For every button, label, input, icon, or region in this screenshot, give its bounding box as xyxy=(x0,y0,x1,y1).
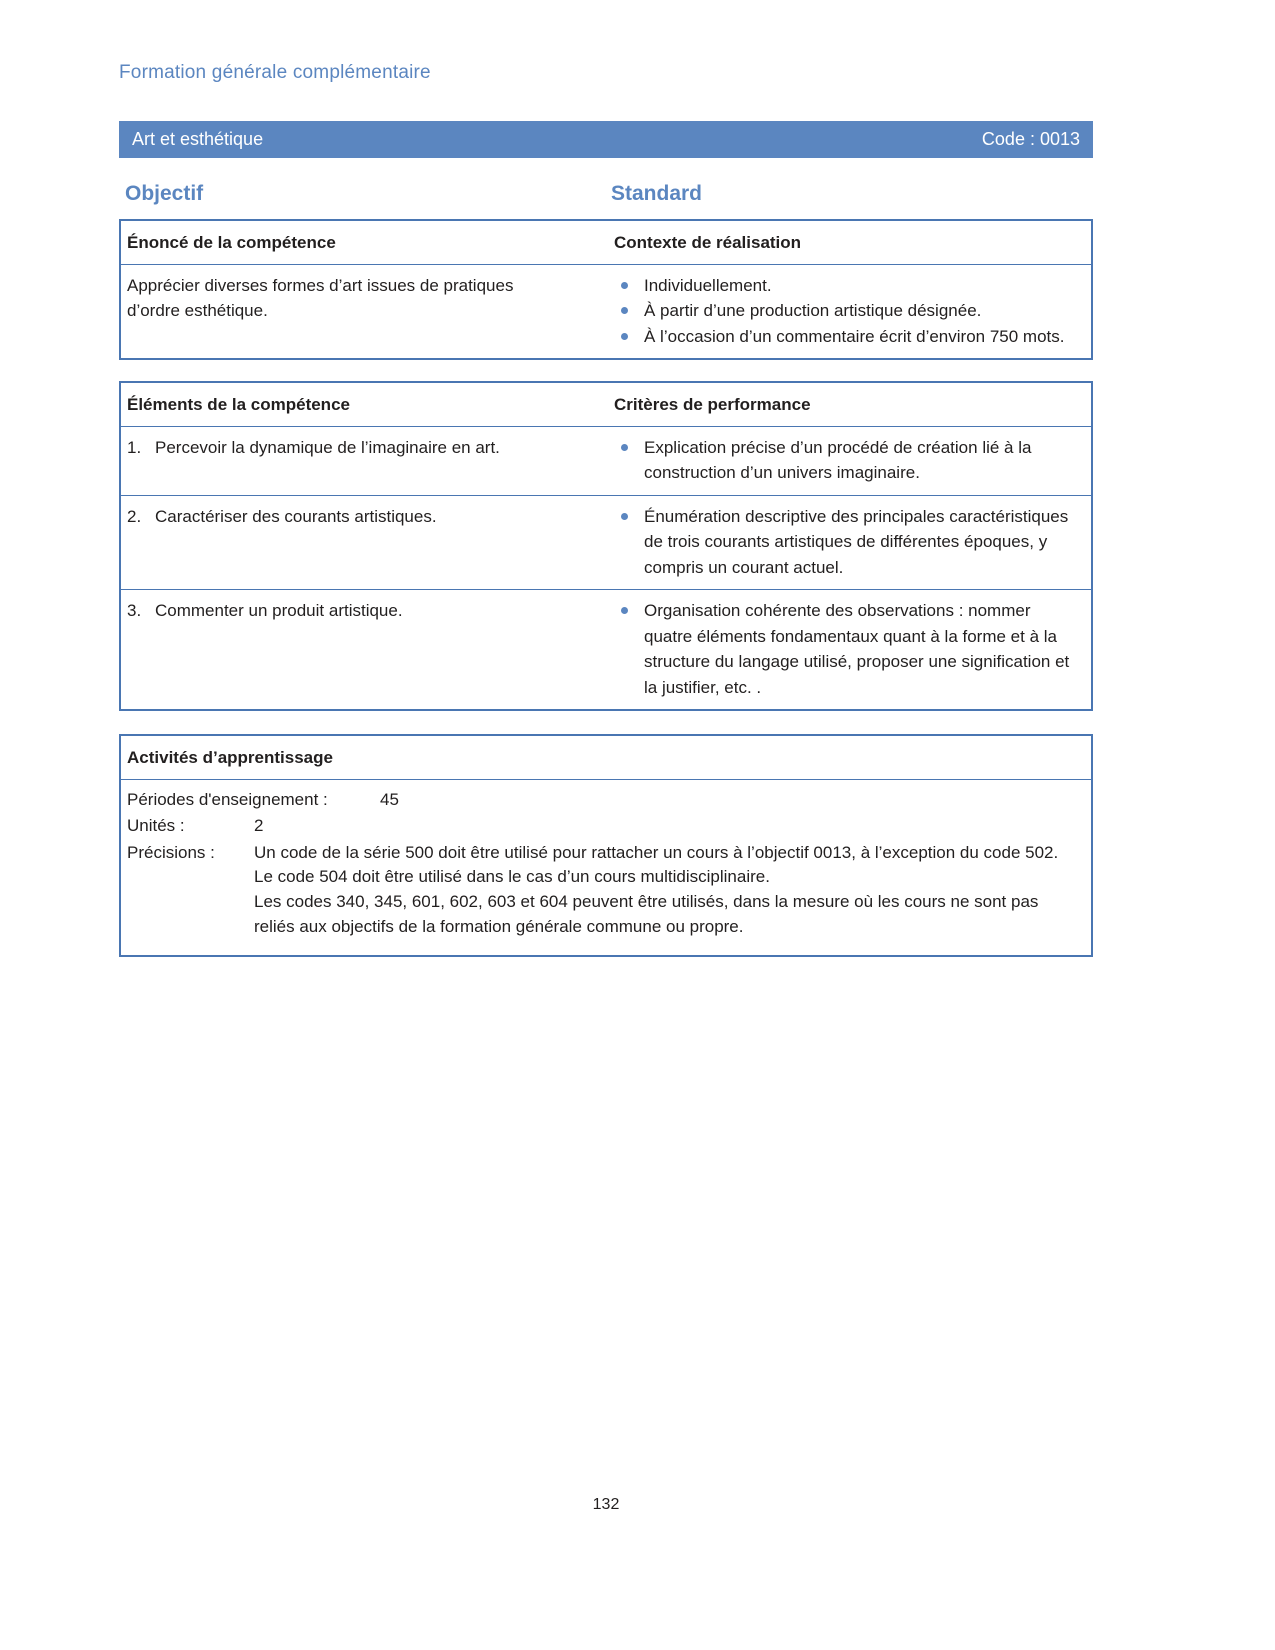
context-bullet-list xyxy=(621,273,1081,350)
element-cell xyxy=(121,427,607,495)
list-item xyxy=(621,324,1081,350)
section-header: Formation générale complémentaire xyxy=(119,62,431,83)
precisions-field xyxy=(127,841,1079,940)
list-item xyxy=(621,298,1081,324)
competence-table xyxy=(119,219,1093,360)
element-cell xyxy=(121,496,607,590)
bullet-text: À l’occasion d’un commentaire écrit d’environ 750 mots. xyxy=(644,326,1065,346)
elements-competence-header: Éléments de la compétence xyxy=(127,395,350,414)
table-row xyxy=(121,427,1091,495)
list-item xyxy=(621,435,1081,486)
precisions-text xyxy=(254,841,1072,940)
bullet-icon xyxy=(621,324,644,350)
page-number: 132 xyxy=(592,1496,620,1513)
criteria-bullet-list xyxy=(621,598,1081,700)
bullet-text: Explication précise d’un procédé de création lié à la construction d’un univers imaginaire. xyxy=(644,437,1032,482)
element-text: Percevoir la dynamique de l’imaginaire en art. xyxy=(155,437,500,457)
competence-table-header-row xyxy=(121,221,1091,265)
units-label: Unités : xyxy=(127,816,185,836)
precisions-line: Le code 504 doit être utilisé dans le cas d’un cours multidisciplinaire. xyxy=(254,867,770,887)
bullet-icon xyxy=(621,435,644,486)
banner-code: Code : 0013 xyxy=(981,129,1080,149)
element-text: Commenter un produit artistique. xyxy=(155,601,403,620)
competence-table-body-row xyxy=(121,265,1091,359)
table-row xyxy=(121,589,1091,709)
bullet-text: Organisation cohérente des observations : nommer quatre éléments fondamentaux quant à la forme et à la structure du langage utilisé, proposer une signification et la justifier, etc. . xyxy=(644,601,1070,697)
activities-body xyxy=(121,780,1091,956)
list-item xyxy=(621,598,1081,700)
column-headings xyxy=(119,182,1093,206)
list-item xyxy=(621,273,1081,299)
bullet-text: Énumération descriptive des principales caractéristiques de trois courants artistiques de différentes époques, y compris un courant actuel. xyxy=(644,506,1069,577)
criteria-cell xyxy=(607,590,1091,709)
element-text: Caractériser des courants artistiques. xyxy=(155,506,437,526)
bullet-icon xyxy=(621,298,644,324)
page-content xyxy=(119,0,1093,957)
standard-heading: Standard xyxy=(611,182,703,205)
bullet-icon xyxy=(621,598,644,700)
list-item xyxy=(621,504,1081,581)
units-value: 2 xyxy=(254,816,264,836)
banner-title: Art et esthétique xyxy=(132,129,264,149)
periods-value: 45 xyxy=(380,789,399,809)
contexte-realisation-header: Contexte de réalisation xyxy=(614,233,802,252)
activities-header: Activités d’apprentissage xyxy=(121,736,1091,780)
enonce-competence-header: Énoncé de la compétence xyxy=(127,233,336,252)
units-field xyxy=(127,814,1079,839)
element-cell xyxy=(121,590,607,709)
precisions-label: Précisions : xyxy=(127,842,215,862)
criteria-bullet-list xyxy=(621,435,1081,486)
elements-table xyxy=(119,381,1093,711)
bullet-text: Individuellement. xyxy=(644,275,772,295)
activities-table xyxy=(119,734,1093,957)
bullet-icon xyxy=(621,273,644,299)
periods-label: Périodes d'enseignement : xyxy=(127,789,328,809)
objectif-heading: Objectif xyxy=(125,182,204,205)
precisions-line: Un code de la série 500 doit être utilisé pour rattacher un cours à l’objectif 0013, à l’exception du code 502. xyxy=(254,842,1059,862)
context-cell xyxy=(607,265,1091,359)
criteres-performance-header: Critères de performance xyxy=(614,395,811,414)
element-number: 1. xyxy=(127,437,142,457)
elements-table-header-row xyxy=(121,383,1091,427)
criteria-cell xyxy=(607,427,1091,495)
bullet-text: À partir d’une production artistique désignée. xyxy=(644,301,982,320)
bullet-icon xyxy=(621,504,644,581)
course-banner xyxy=(119,121,1093,158)
table-row xyxy=(121,495,1091,590)
competence-statement: Apprécier diverses formes d’art issues de pratiques d’ordre esthétique. xyxy=(127,275,514,320)
periods-field xyxy=(127,788,1079,813)
criteria-cell xyxy=(607,496,1091,590)
precisions-line: Les codes 340, 345, 601, 602, 603 et 604 peuvent être utilisés, dans la mesure où les cours ne sont pas reliés aux objectifs de la formation générale commune ou propre. xyxy=(254,892,1039,936)
criteria-bullet-list xyxy=(621,504,1081,581)
element-number: 2. xyxy=(127,506,142,526)
element-number: 3. xyxy=(127,601,142,620)
